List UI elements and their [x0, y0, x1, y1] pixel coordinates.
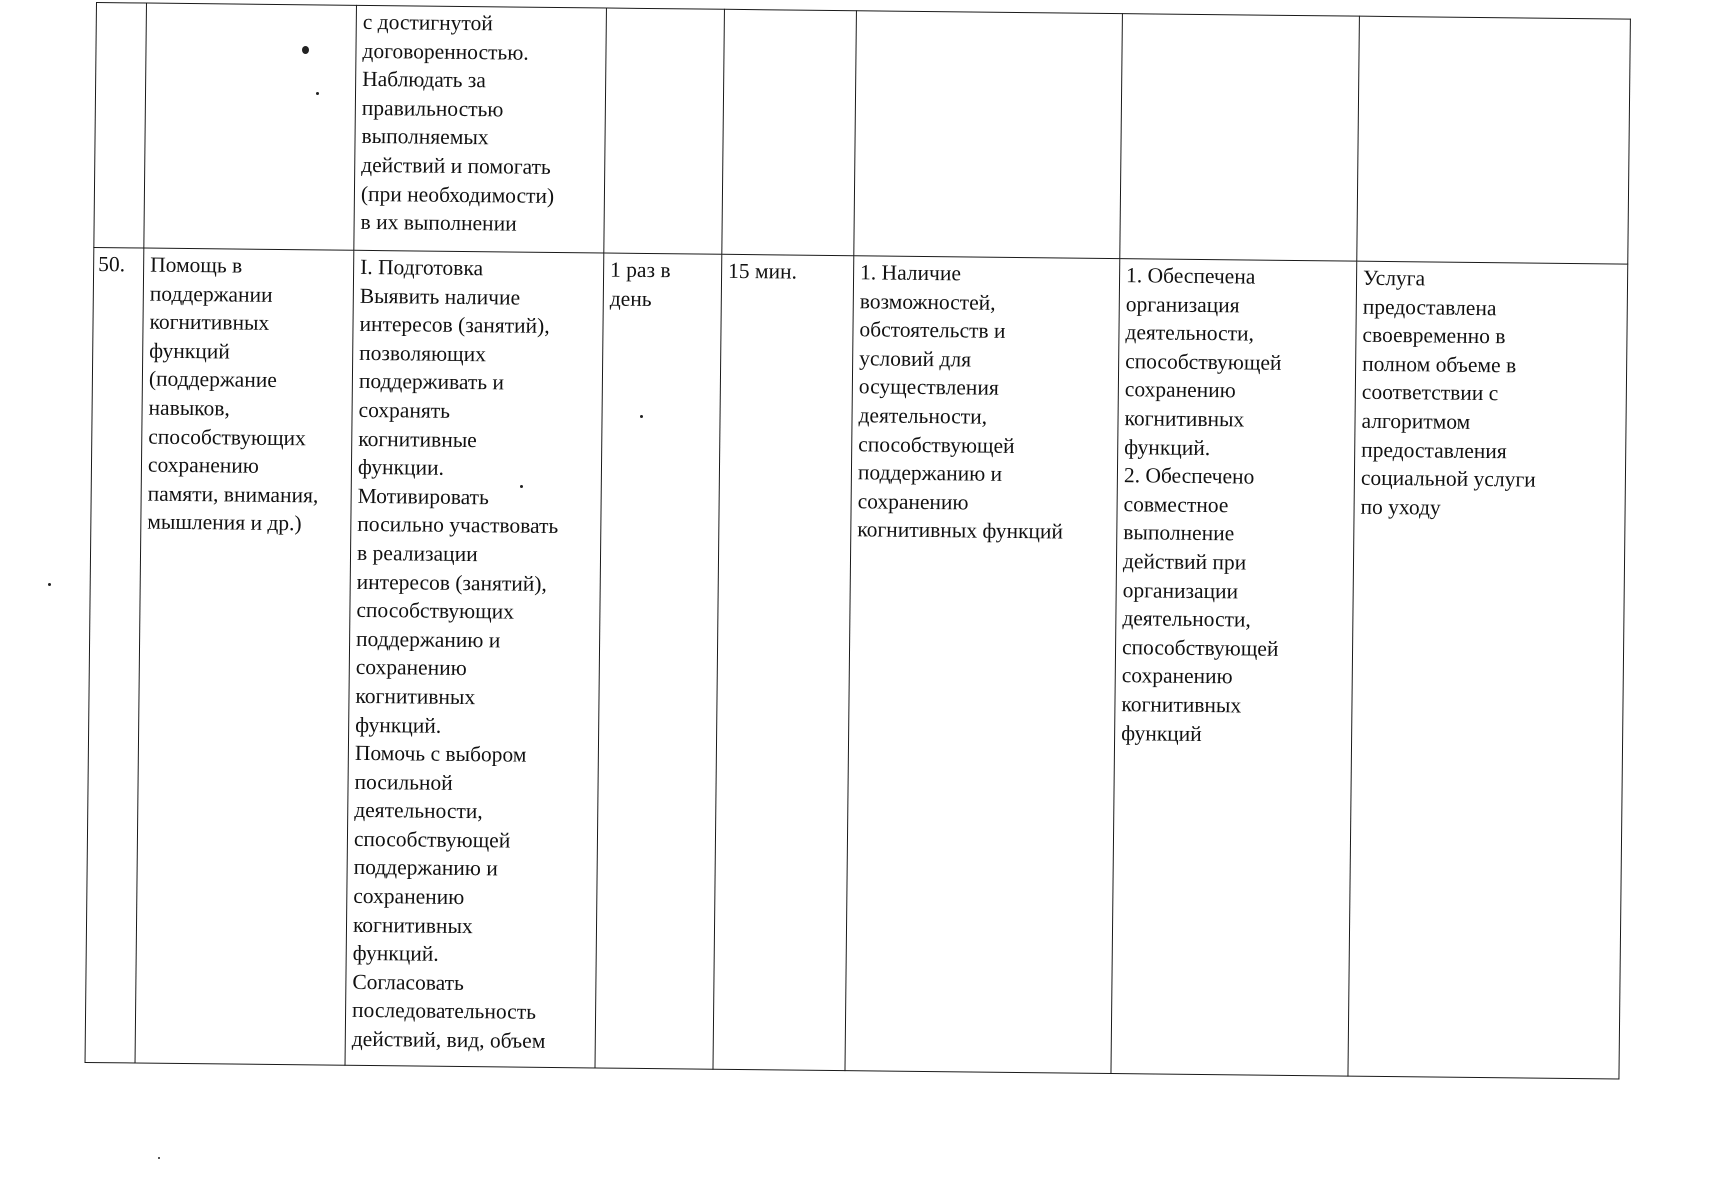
table-row-50	[85, 247, 1628, 1079]
cell-results	[1120, 14, 1360, 262]
cell-frequency-text	[613, 11, 718, 12]
cell-content	[345, 250, 604, 1068]
services-table	[85, 2, 1631, 1080]
scan-speck	[158, 1157, 160, 1159]
scan-speck	[640, 415, 643, 418]
cell-frequency	[604, 8, 725, 254]
service-evaluation: Услуга предоставлена своевременно в полном объеме в соответствии с алгоритмом предоставления социальной услуги по уходу	[1360, 265, 1536, 520]
scan-speck	[302, 46, 309, 54]
cell-frequency	[595, 253, 722, 1069]
cell-content-text: с достигнутой договоренностью. Наблюдать за правильностью выполняемых действий и помогать (при необходимости) в их выполнении	[360, 9, 555, 236]
service-content: I. Подготовка Выявить наличие интересов (занятий), позволяющих поддерживать и сохранять когнитивные функции. Мотивировать посильно участвовать в реализации интересов (занятий), способствующих поддержанию и сохранению когнитивных функций. Помочь с выбором посильной деятельности, способствующей поддержанию и сохранению когнитивных функций. Согласовать последовательность действий, вид, объем	[351, 254, 559, 1053]
scan-speck	[48, 583, 51, 586]
row-number: 50.	[98, 252, 126, 277]
cell-service	[144, 3, 357, 250]
cell-results	[1111, 259, 1357, 1077]
cell-number	[85, 247, 144, 1062]
service-conditions: 1. Наличие возможностей, обстоятельств и условий для осуществления деятельности, способствующей поддержанию и сохранению когнитивных функций	[857, 260, 1064, 544]
cell-duration	[713, 254, 854, 1070]
cell-service-text	[153, 6, 350, 8]
cell-conditions	[845, 256, 1120, 1074]
cell-conditions	[854, 11, 1123, 259]
service-results: 1. Обеспечена организация деятельности, способствующей сохранению когнитивных функций. 2. Обеспечено совместное выполнение действий при организации деятельности, способствующей сохранению когнитивных функций	[1121, 263, 1282, 746]
cell-evaluation	[1357, 16, 1631, 264]
cell-duration	[722, 9, 857, 255]
cell-results-text	[1129, 16, 1353, 18]
service-name: Помощь в поддержании когнитивных функций (поддержание навыков, способствующих сохранению памяти, внимания, мышления и др.)	[147, 252, 319, 536]
cell-service	[135, 248, 354, 1065]
service-duration: 15 мин.	[727, 258, 798, 284]
cell-evaluation-text	[1366, 19, 1624, 22]
scan-speck	[520, 485, 523, 488]
document-scan	[85, 2, 1630, 1080]
cell-duration-text	[731, 12, 850, 13]
cell-content	[354, 5, 607, 253]
cell-conditions-text	[863, 13, 1116, 16]
scan-speck	[316, 92, 319, 95]
table-row-continuation	[94, 3, 1631, 265]
cell-evaluation	[1348, 261, 1628, 1079]
service-frequency: 1 раз в день	[609, 257, 671, 311]
cell-number	[94, 3, 147, 249]
